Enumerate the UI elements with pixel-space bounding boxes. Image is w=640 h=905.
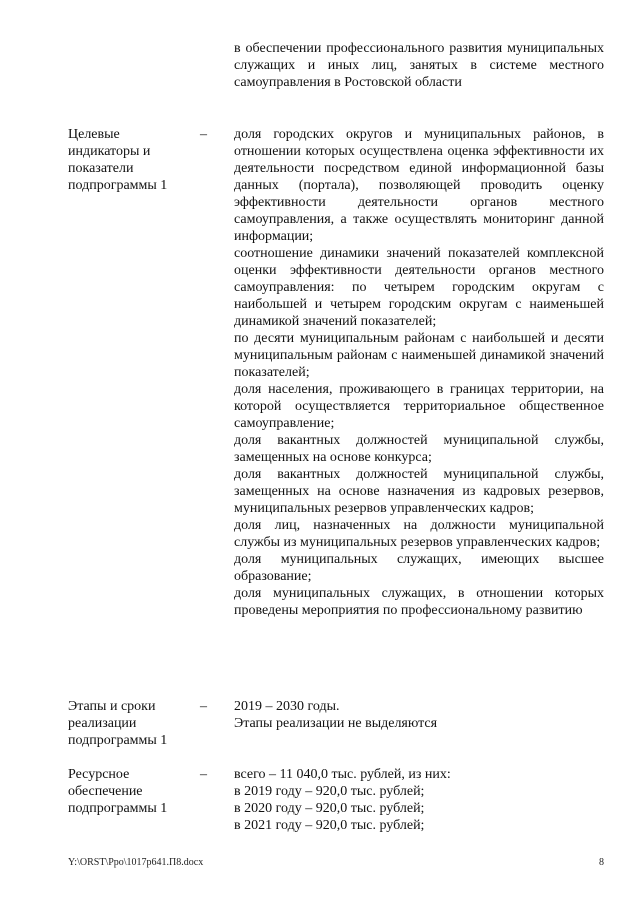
row-dash: – xyxy=(200,699,207,714)
paragraph: Этапы реализации не выделяются xyxy=(234,716,438,731)
row-content xyxy=(234,126,604,619)
row-label: Ресурсное обеспечение подпрограммы 1 xyxy=(68,767,168,816)
paragraph: доля лиц, назначенных на должности муниципальной службы из муниципальных резервов управленческих кадров; xyxy=(234,518,604,550)
row-dash: – xyxy=(200,767,207,782)
paragraph: доля вакантных должностей муниципальной службы, замещенных на основе конкурса; xyxy=(234,433,604,465)
paragraph: в 2021 году – 920,0 тыс. рублей; xyxy=(234,818,425,833)
paragraph: в 2019 году – 920,0 тыс. рублей; xyxy=(234,784,425,799)
paragraph: по десяти муниципальным районам с наибольшей и десяти муниципальным районам с наименьшей динамикой значений показателей; xyxy=(234,331,604,380)
row-label: Целевые индикаторы и показатели подпрограммы 1 xyxy=(68,127,168,193)
file-path: Y:\ORST\Ppo\1017p641.П8.docx xyxy=(68,857,204,868)
paragraph: доля вакантных должностей муниципальной службы, замещенных на основе назначения из кадровых резервов, муниципальных резервов управленческих кадров; xyxy=(234,467,604,516)
paragraph: доля населения, проживающего в границах территории, на которой осуществляется территориальное общественное самоуправление; xyxy=(234,382,604,431)
row-label: Этапы и сроки реализации подпрограммы 1 xyxy=(68,699,168,748)
paragraph: всего – 11 040,0 тыс. рублей, из них: xyxy=(234,767,451,782)
intro-paragraph: в обеспечении профессионального развития муниципальных служащих и иных лиц, занятых в системе местного самоуправления в Ростовской области xyxy=(234,41,604,90)
paragraph: доля муниципальных служащих, имеющих высшее образование; xyxy=(234,552,604,584)
page-number: 8 xyxy=(599,857,604,868)
paragraph: в 2020 году – 920,0 тыс. рублей; xyxy=(234,801,425,816)
row-content xyxy=(234,766,604,834)
paragraph: доля муниципальных служащих, в отношении которых проведены мероприятия по профессиональному развитию xyxy=(234,586,604,618)
row-content xyxy=(234,698,604,732)
row-dash: – xyxy=(200,127,207,142)
paragraph: доля городских округов и муниципальных районов, в отношении которых осуществлена оценка эффективности их деятельности посредством единой информационной базы данных (портала), позволяющей проводить оценку эффективности деятельности органов местного самоуправления, а также осуществлять мониторинг данной информации; xyxy=(234,127,604,244)
paragraph: соотношение динамики значений показателей комплексной оценки эффективности деятельности органов местного самоуправления: по четырем городским округам с наибольшей и четырем городским округам с наименьшей динамикой значений показателей; xyxy=(234,246,604,329)
paragraph: 2019 – 2030 годы. xyxy=(234,699,340,714)
